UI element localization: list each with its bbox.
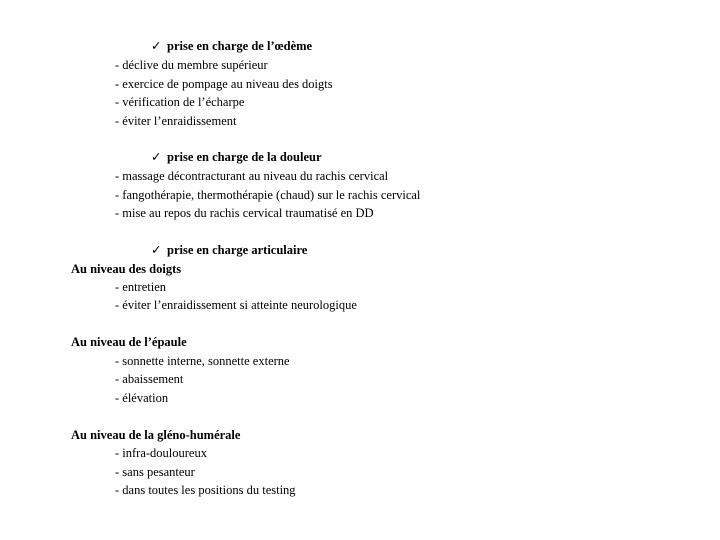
subheading-epaule: Au niveau de l’épaule [71, 335, 187, 349]
list-item: - élévation [115, 391, 169, 405]
list-item: - entretien [115, 280, 167, 294]
list-item: - mise au repos du rachis cervical traumatisé en DD [115, 206, 374, 220]
checkmark-icon: ✓ [151, 243, 162, 257]
list-item: - dans toutes les positions du testing [115, 483, 296, 497]
list-item: - massage décontracturant au niveau du rachis cervical [115, 169, 389, 183]
heading-articulaire-text: prise en charge articulaire [167, 243, 308, 257]
checkmark-icon: ✓ [151, 150, 162, 164]
list-item: - exercice de pompage au niveau des doigts [115, 77, 333, 91]
list-item: - sonnette interne, sonnette externe [115, 354, 290, 368]
list-item: - fangothérapie, thermothérapie (chaud) sur le rachis cervical [115, 188, 421, 202]
heading-douleur-text: prise en charge de la douleur [167, 150, 322, 164]
heading-oedeme-text: prise en charge de l’œdème [167, 39, 313, 53]
list-item: - vérification de l’écharpe [115, 95, 245, 109]
list-item: - déclive du membre supérieur [115, 58, 268, 72]
checkmark-icon: ✓ [151, 39, 162, 53]
subheading-gleno-humerale: Au niveau de la gléno-humérale [71, 428, 241, 442]
heading-articulaire [151, 242, 307, 258]
list-item: - sans pesanteur [115, 465, 195, 479]
list-item: - abaissement [115, 372, 184, 386]
list-item: - éviter l’enraidissement si atteinte neurologique [115, 298, 357, 312]
list-item: - infra-douloureux [115, 446, 207, 460]
heading-douleur [151, 149, 322, 165]
subheading-doigts: Au niveau des doigts [71, 262, 182, 276]
list-item: - éviter l’enraidissement [115, 114, 237, 128]
heading-oedeme [151, 38, 312, 54]
